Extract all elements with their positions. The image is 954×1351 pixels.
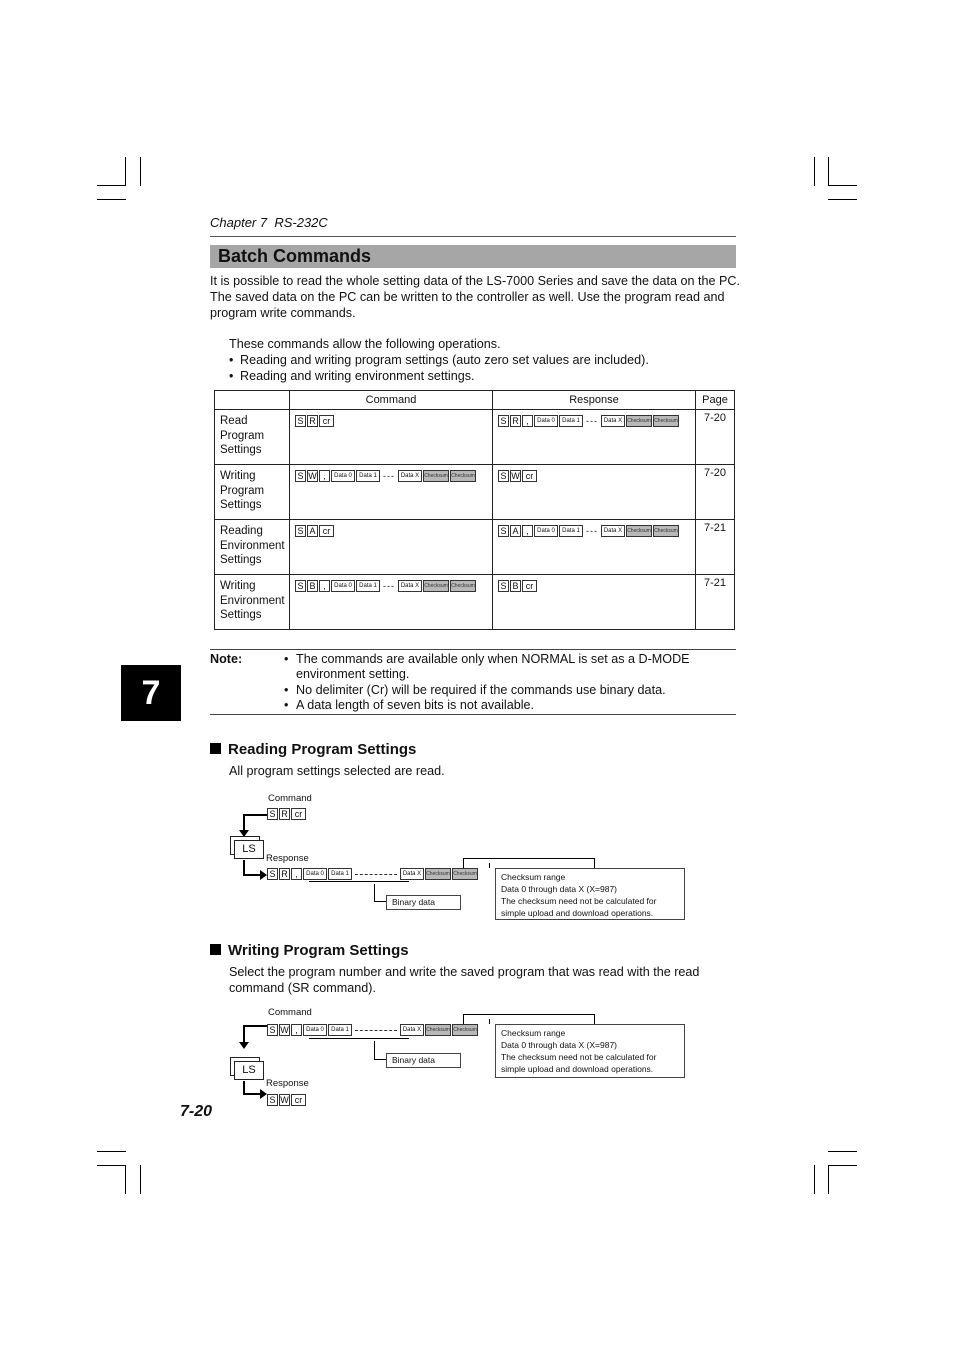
char-box: B [307,580,318,592]
info-line: Checksum range [501,1028,566,1038]
table-header-response: Response [493,391,696,410]
cr-box: cr [291,1094,306,1106]
command-format [290,575,493,630]
crop-mark [828,1151,857,1152]
ellipsis: --- [586,416,598,426]
char-box: , [319,580,330,592]
crop-mark [140,1165,141,1194]
operation-text: Reading and writing environment settings. [240,369,475,383]
data-box: Data 0 [534,525,558,537]
checksum-box: Checksum [653,415,679,427]
binary-leader [374,884,375,902]
cr-box: cr [319,525,334,537]
checksum-info-box [495,1024,685,1078]
checksum-bracket [594,1014,595,1024]
table-row [215,410,735,465]
crop-mark [814,157,815,186]
command-format [290,465,493,520]
crop-mark [828,185,857,186]
name-line: Reading [220,525,263,537]
name-line: Settings [220,609,262,621]
checksum-box: Checksum [425,868,451,880]
data-box: Data 1 [559,525,583,537]
char-box: S [295,525,306,537]
checksum-info-box [495,868,685,920]
data-box: Data 1 [328,1024,352,1036]
page-ref: 7-21 [696,520,735,575]
page-ref: 7-21 [696,575,735,630]
table-header-command: Command [290,391,493,410]
char-box: W [511,471,520,481]
header-rule [210,236,736,237]
char-box: R [307,415,318,427]
arrow-down-icon [239,1042,249,1049]
data-box: Data 0 [331,470,355,482]
reading-desc: All program settings selected are read. [229,764,445,778]
char-box: S [498,525,509,537]
char-box: S [498,580,509,592]
table-header-blank [215,391,290,410]
note-text: environment setting. [296,667,410,681]
char-box: , [319,470,330,482]
command-frame [267,1024,478,1036]
data-box: Data X [398,470,422,482]
info-line: The checksum need not be calculated for [501,896,657,906]
char-box: W [280,1095,289,1105]
checksum-box: Checksum [450,580,476,592]
name-line: Program [220,484,265,497]
square-bullet-icon [210,743,221,754]
crop-mark [125,157,126,186]
bullet: • [284,683,289,697]
name-line: Settings [220,444,262,456]
crop-mark [97,1165,126,1166]
ellipsis: --- [586,526,598,536]
command-frame [267,808,306,820]
char-box: A [307,525,318,537]
checksum-box: Checksum [653,525,679,537]
writing-diagram [210,1004,700,1109]
info-line: simple upload and download operations. [501,908,654,918]
data-box: Data 1 [328,868,352,880]
command-name [215,575,290,630]
cr-box: cr [522,470,537,482]
checksum-box: Checksum [626,415,652,427]
dashed-continuation [355,1030,397,1031]
data-box: Data 1 [356,580,380,592]
page-number: 7-20 [180,1103,213,1120]
checksum-box: Checksum [423,470,449,482]
checksum-bracket [463,1014,594,1015]
binary-bracket [309,881,409,882]
bullet: • [229,353,234,367]
checksum-box: Checksum [425,1024,451,1036]
name-line: Program [220,429,265,442]
info-line: The checksum need not be calculated for [501,1052,657,1062]
char-box: R [510,415,521,427]
crop-mark [828,157,829,186]
data-box: Data 1 [559,415,583,427]
response-format [493,520,696,575]
name-line: Writing [220,580,256,592]
reading-heading [210,741,416,758]
operations-intro: These commands allow the following operations. [229,337,501,351]
page-ref: 7-20 [696,465,735,520]
char-box: S [267,1094,278,1106]
operation-item [229,352,649,368]
data-box: Data 0 [303,868,327,880]
info-line: Data 0 through data X (X=987) [501,1040,618,1050]
char-box: B [510,580,521,592]
cr-box: cr [522,580,537,592]
data-box: Data 0 [534,415,558,427]
char-box: S [295,470,306,482]
chapter-label: Chapter 7 RS-232C [210,215,328,230]
cr-box: cr [291,808,306,820]
table-row [215,465,735,520]
writing-desc: Select the program number and write the saved program that was read with the read command (SR command). [229,965,700,995]
info-line: Data 0 through data X (X=987) [501,884,618,894]
writing-heading-text: Writing Program Settings [228,942,409,959]
data-box: Data 0 [303,1024,327,1036]
response-format [493,575,696,630]
reading-diagram [210,790,700,925]
chapter-tab: 7 [121,665,181,721]
note-label: Note: [210,652,243,666]
note-text: No delimiter (Cr) will be required if the commands use binary data. [296,683,666,697]
square-bullet-icon [210,944,221,955]
command-label: Command [268,793,312,804]
data-box: Data 0 [331,580,355,592]
checksum-box: Checksum [452,868,478,880]
response-frame [267,1094,306,1106]
info-line: Checksum range [501,872,566,882]
char-box: S [295,580,306,592]
binary-bracket [309,1038,409,1039]
note-bottom-rule [210,714,736,715]
command-format [290,520,493,575]
arrow-line [243,814,267,816]
char-box: , [291,1024,302,1036]
name-line: Settings [220,554,262,566]
command-label: Command [268,1007,312,1018]
ls-controller: LS [234,840,264,859]
command-format [290,410,493,465]
bullet: • [284,652,289,666]
char-box: S [498,415,509,427]
table-row [215,575,735,630]
response-format [493,410,696,465]
checksum-box: Checksum [423,580,449,592]
data-box: Data 1 [356,470,380,482]
crop-mark [97,199,126,200]
response-frame [267,868,478,880]
batch-command-table [214,390,735,630]
page-ref: 7-20 [696,410,735,465]
checksum-bracket [489,1019,490,1024]
ellipsis: --- [383,581,395,591]
response-label: Response [266,1078,309,1089]
info-line: simple upload and download operations. [501,1064,654,1074]
crop-mark [814,1165,815,1194]
dashed-continuation [355,874,397,875]
intro-paragraph: It is possible to read the whole setting data of the LS-7000 Series and save the data on the PC. The saved data on the PC can be written to the controller as well. Use the program read and program write commands. [210,274,740,320]
checksum-box: Checksum [452,1024,478,1036]
cr-box: cr [319,415,334,427]
response-label: Response [266,853,309,864]
char-box: S [267,808,278,820]
char-box: , [291,868,302,880]
data-box: Data X [398,580,422,592]
data-box: Data X [400,1024,424,1036]
checksum-bracket [489,863,490,868]
binary-leader [374,1059,386,1060]
name-line: Writing [220,470,256,482]
arrow-right-icon [260,870,267,880]
data-box: Data X [400,868,424,880]
name-line: Read [220,415,248,427]
arrow-right-icon [260,1089,267,1099]
char-box: R [279,868,290,880]
name-line: Environment [220,539,285,552]
binary-leader [374,901,386,902]
checksum-box: Checksum [626,525,652,537]
response-format [493,465,696,520]
section-title: Batch Commands [218,246,372,266]
table-header-page: Page [696,391,735,410]
note-text: The commands are available only when NORMAL is set as a D-MODE [296,652,690,666]
command-name [215,520,290,575]
operation-text: Reading and writing program settings (auto zero set values are included). [240,353,649,367]
arrow-line [243,874,261,876]
note-text: A data length of seven bits is not available. [296,698,535,712]
bullet: • [229,369,234,383]
char-box: A [510,525,521,537]
name-line: Environment [220,594,285,607]
ellipsis: --- [383,471,395,481]
checksum-box: Checksum [450,470,476,482]
table-row [215,520,735,575]
name-line: Settings [220,499,262,511]
char-box: S [295,415,306,427]
checksum-bracket [594,858,595,868]
command-name [215,410,290,465]
data-box: Data X [601,525,625,537]
binary-leader [374,1041,375,1060]
char-box: , [522,525,533,537]
command-name [215,465,290,520]
ls-controller: LS [234,1061,264,1080]
char-box: S [498,470,509,482]
arrow-line [243,1093,261,1095]
operation-item [229,368,475,384]
checksum-bracket [463,858,464,868]
char-box: R [279,808,290,820]
checksum-bracket [463,1014,464,1024]
char-box: W [308,471,317,481]
arrow-line [243,1025,267,1027]
crop-mark [97,185,126,186]
binary-data-label: Binary data [386,895,461,910]
crop-mark [828,1165,829,1194]
char-box: , [522,415,533,427]
char-box: W [280,1025,289,1035]
crop-mark [828,199,857,200]
writing-heading [210,942,409,959]
crop-mark [125,1165,126,1194]
binary-data-label: Binary data [386,1053,461,1068]
data-box: Data X [601,415,625,427]
bullet: • [284,698,289,712]
char-box: S [267,1024,278,1036]
crop-mark [828,1165,857,1166]
crop-mark [97,1151,126,1152]
char-box: S [267,868,278,880]
checksum-bracket [463,858,594,859]
crop-mark [140,157,141,186]
reading-heading-text: Reading Program Settings [228,741,417,758]
note-top-rule [210,649,736,650]
